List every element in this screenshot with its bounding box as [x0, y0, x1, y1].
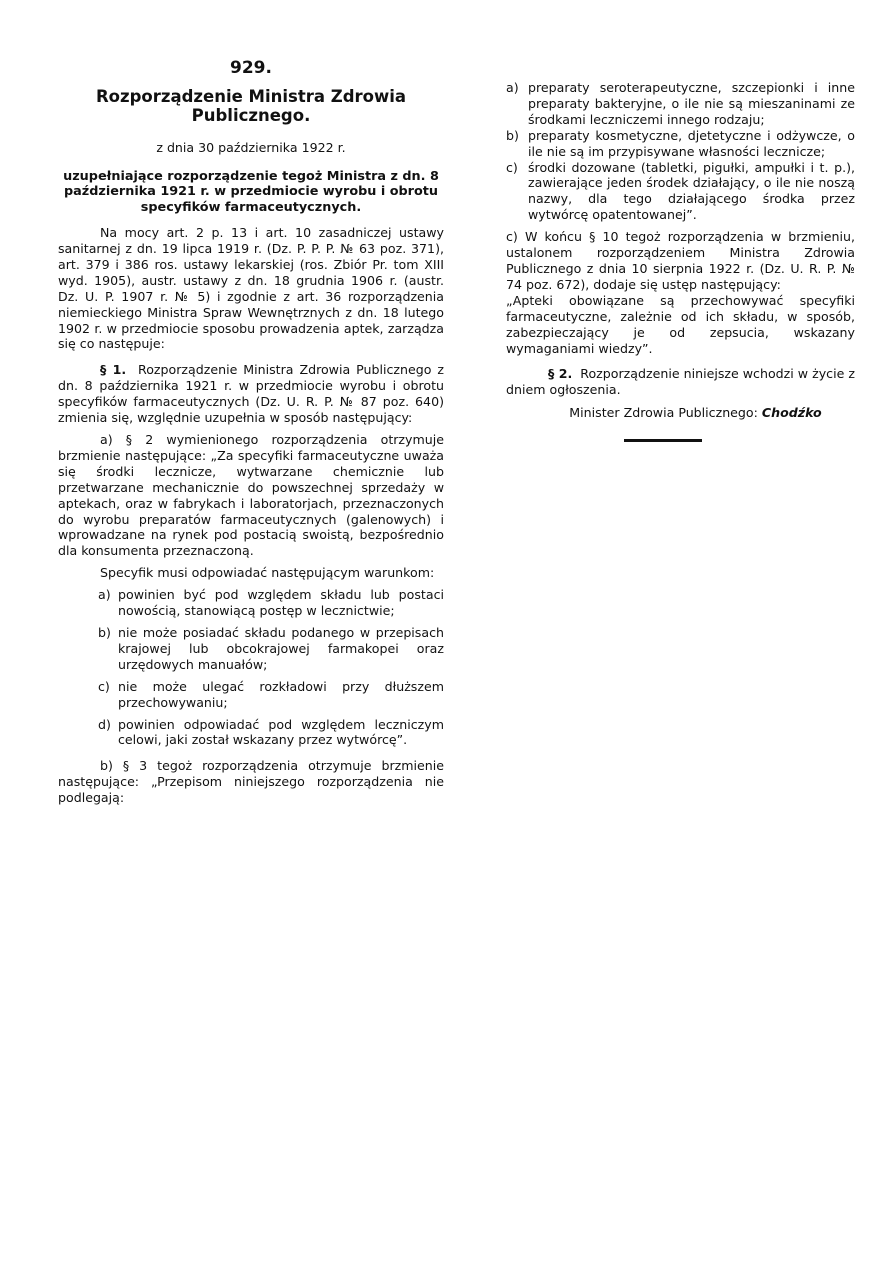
- exemption-marker: b): [506, 127, 519, 143]
- paragraph-1: [58, 362, 444, 426]
- paragraph-2-text: Rozporządzenie niniejsze wchodzi w życie z dniem ogłoszenia.: [506, 366, 855, 398]
- entry-number: 929.: [230, 58, 272, 78]
- paragraph-1-text: Rozporządzenie Ministra Zdrowia Publicznego z dn. 8 października 1921 r. w przedmiocie wyrobu i obrotu specyfików farmaceutycznych (Dz. U. R. P. № 87 poz. 640) zmienia się, względnie uzupełnia w sposób następujący:: [58, 362, 444, 426]
- condition-text: powinien odpowiadać pod względem leczniczym celowi, jaki został wskazany przez wytwórcę”.: [118, 716, 444, 748]
- condition-marker: c): [98, 678, 110, 694]
- left-column: [58, 0, 444, 806]
- signature-role: Minister Zdrowia Publicznego:: [569, 405, 758, 421]
- quoted-provision: „Apteki obowiązane są przechowywać specyfiki farmaceutyczne, zależnie od ich składu, w sposób, zabezpieczający je od zepsucia, wskazany wymaganiami wiedzy”.: [506, 292, 855, 356]
- condition-marker: d): [98, 716, 111, 732]
- condition-item: [58, 679, 444, 711]
- conditions-intro: Specyfik musi odpowiadać następującym warunkom:: [100, 565, 435, 581]
- condition-item: [58, 625, 444, 673]
- exemption-text: preparaty seroterapeutyczne, szczepionki i inne preparaty bakteryjne, o ile nie są mieszaninami ze środkami leczniczemi innego rodzaju;: [528, 80, 855, 127]
- paragraph-1-label: § 1.: [100, 362, 127, 378]
- right-column: [506, 80, 855, 442]
- condition-text: nie może ulegać rozkładowi przy dłuższem przechowywaniu;: [118, 678, 444, 710]
- signature-line: [506, 405, 855, 421]
- amendment-c: c) W końcu § 10 tegoż rozporządzenia w brzmieniu, ustalonem rozporządzeniem Ministra Zdrowia Publicznego z dnia 10 sierpnia 1922 r. (Dz. U. R. P. № 74 poz. 672), dodaje się ustęp następujący:: [506, 229, 855, 292]
- condition-item: [58, 717, 444, 749]
- exemption-text: środki dozowane (tabletki, pigułki, ampułki i t. p.), zawierające jeden środek działający, o ile nie noszą nazwy, dla tego działającego środka przez wytwórcę opatentowanej”.: [528, 159, 855, 223]
- paragraph-2-label: § 2.: [548, 366, 573, 382]
- exemption-marker: a): [506, 80, 519, 95]
- document-date: z dnia 30 października 1922 r.: [156, 140, 346, 155]
- condition-marker: b): [98, 624, 111, 640]
- amendment-a: a) § 2 wymienionego rozporządzenia otrzymuje brzmienie następujące: „Za specyfiki farmaceutyczne uważa się środki lecznicze, wytwarzane chemicznie lub przetwarzane mechanicznie do powszechnej sprzedaży w aptekach, oraz w fabrykach i laboratorjach, przeznaczonych do wyrobu preparatów farmaceutycznych (galenowych) i wprowadzane na rynek pod postacią swoistą, bezpośrednio dla konsumenta przeznaczoną.: [58, 432, 444, 559]
- condition-marker: a): [98, 587, 111, 603]
- exemption-marker: c): [506, 159, 518, 175]
- condition-text: nie może posiadać składu podanego w przepisach krajowej lub obcokrajowej farmakopei oraz urzędowych manuałów;: [118, 624, 444, 672]
- signature-name: Chodźko: [761, 405, 822, 421]
- exemption-item: [506, 160, 855, 224]
- closing-rule: [624, 439, 702, 442]
- document-subtitle: uzupełniające rozporządzenie tegoż Ministra z dn. 8 października 1921 r. w przedmiocie wyrobu i obrotu specyfików farmaceutycznych.: [63, 168, 439, 215]
- paragraph-2: [506, 366, 855, 398]
- condition-item: [58, 587, 444, 619]
- document-title: Rozporządzenie Ministra Zdrowia Publicznego.: [95, 87, 407, 125]
- exemption-item: [506, 80, 855, 128]
- exemption-text: preparaty kosmetyczne, djetetyczne i odżywcze, o ile nie są im przypisywane własności lecznicze;: [528, 127, 855, 159]
- exemption-item: [506, 128, 855, 160]
- amendment-b: b) § 3 tegoż rozporządzenia otrzymuje brzmienie następujące: „Przepisom niniejszego rozporządzenia nie podlegają:: [58, 758, 444, 806]
- condition-text: powinien być pod względem składu lub postaci nowością, stanowiącą postęp w lecznictwie;: [118, 587, 444, 619]
- intro-paragraph: Na mocy art. 2 p. 13 i art. 10 zasadniczej ustawy sanitarnej z dn. 19 lipca 1919 r. (Dz. P. P. P. № 63 poz. 371), art. 379 i 386 ros. ustawy lekarskiej (ros. Zbiór Pr. tom XIII wyd. 1905), austr. ustawy z dn. 18 grudnia 1906 r. (austr. Dz. U. P. 1907 r. № 5) i zgodnie z art. 36 rozporządzenia niemieckiego Ministra Spraw Wewnętrznych z dn. 18 lutego 1902 r. w przedmiocie sposobu prowadzenia aptek, zarządza się co następuje:: [58, 225, 444, 352]
